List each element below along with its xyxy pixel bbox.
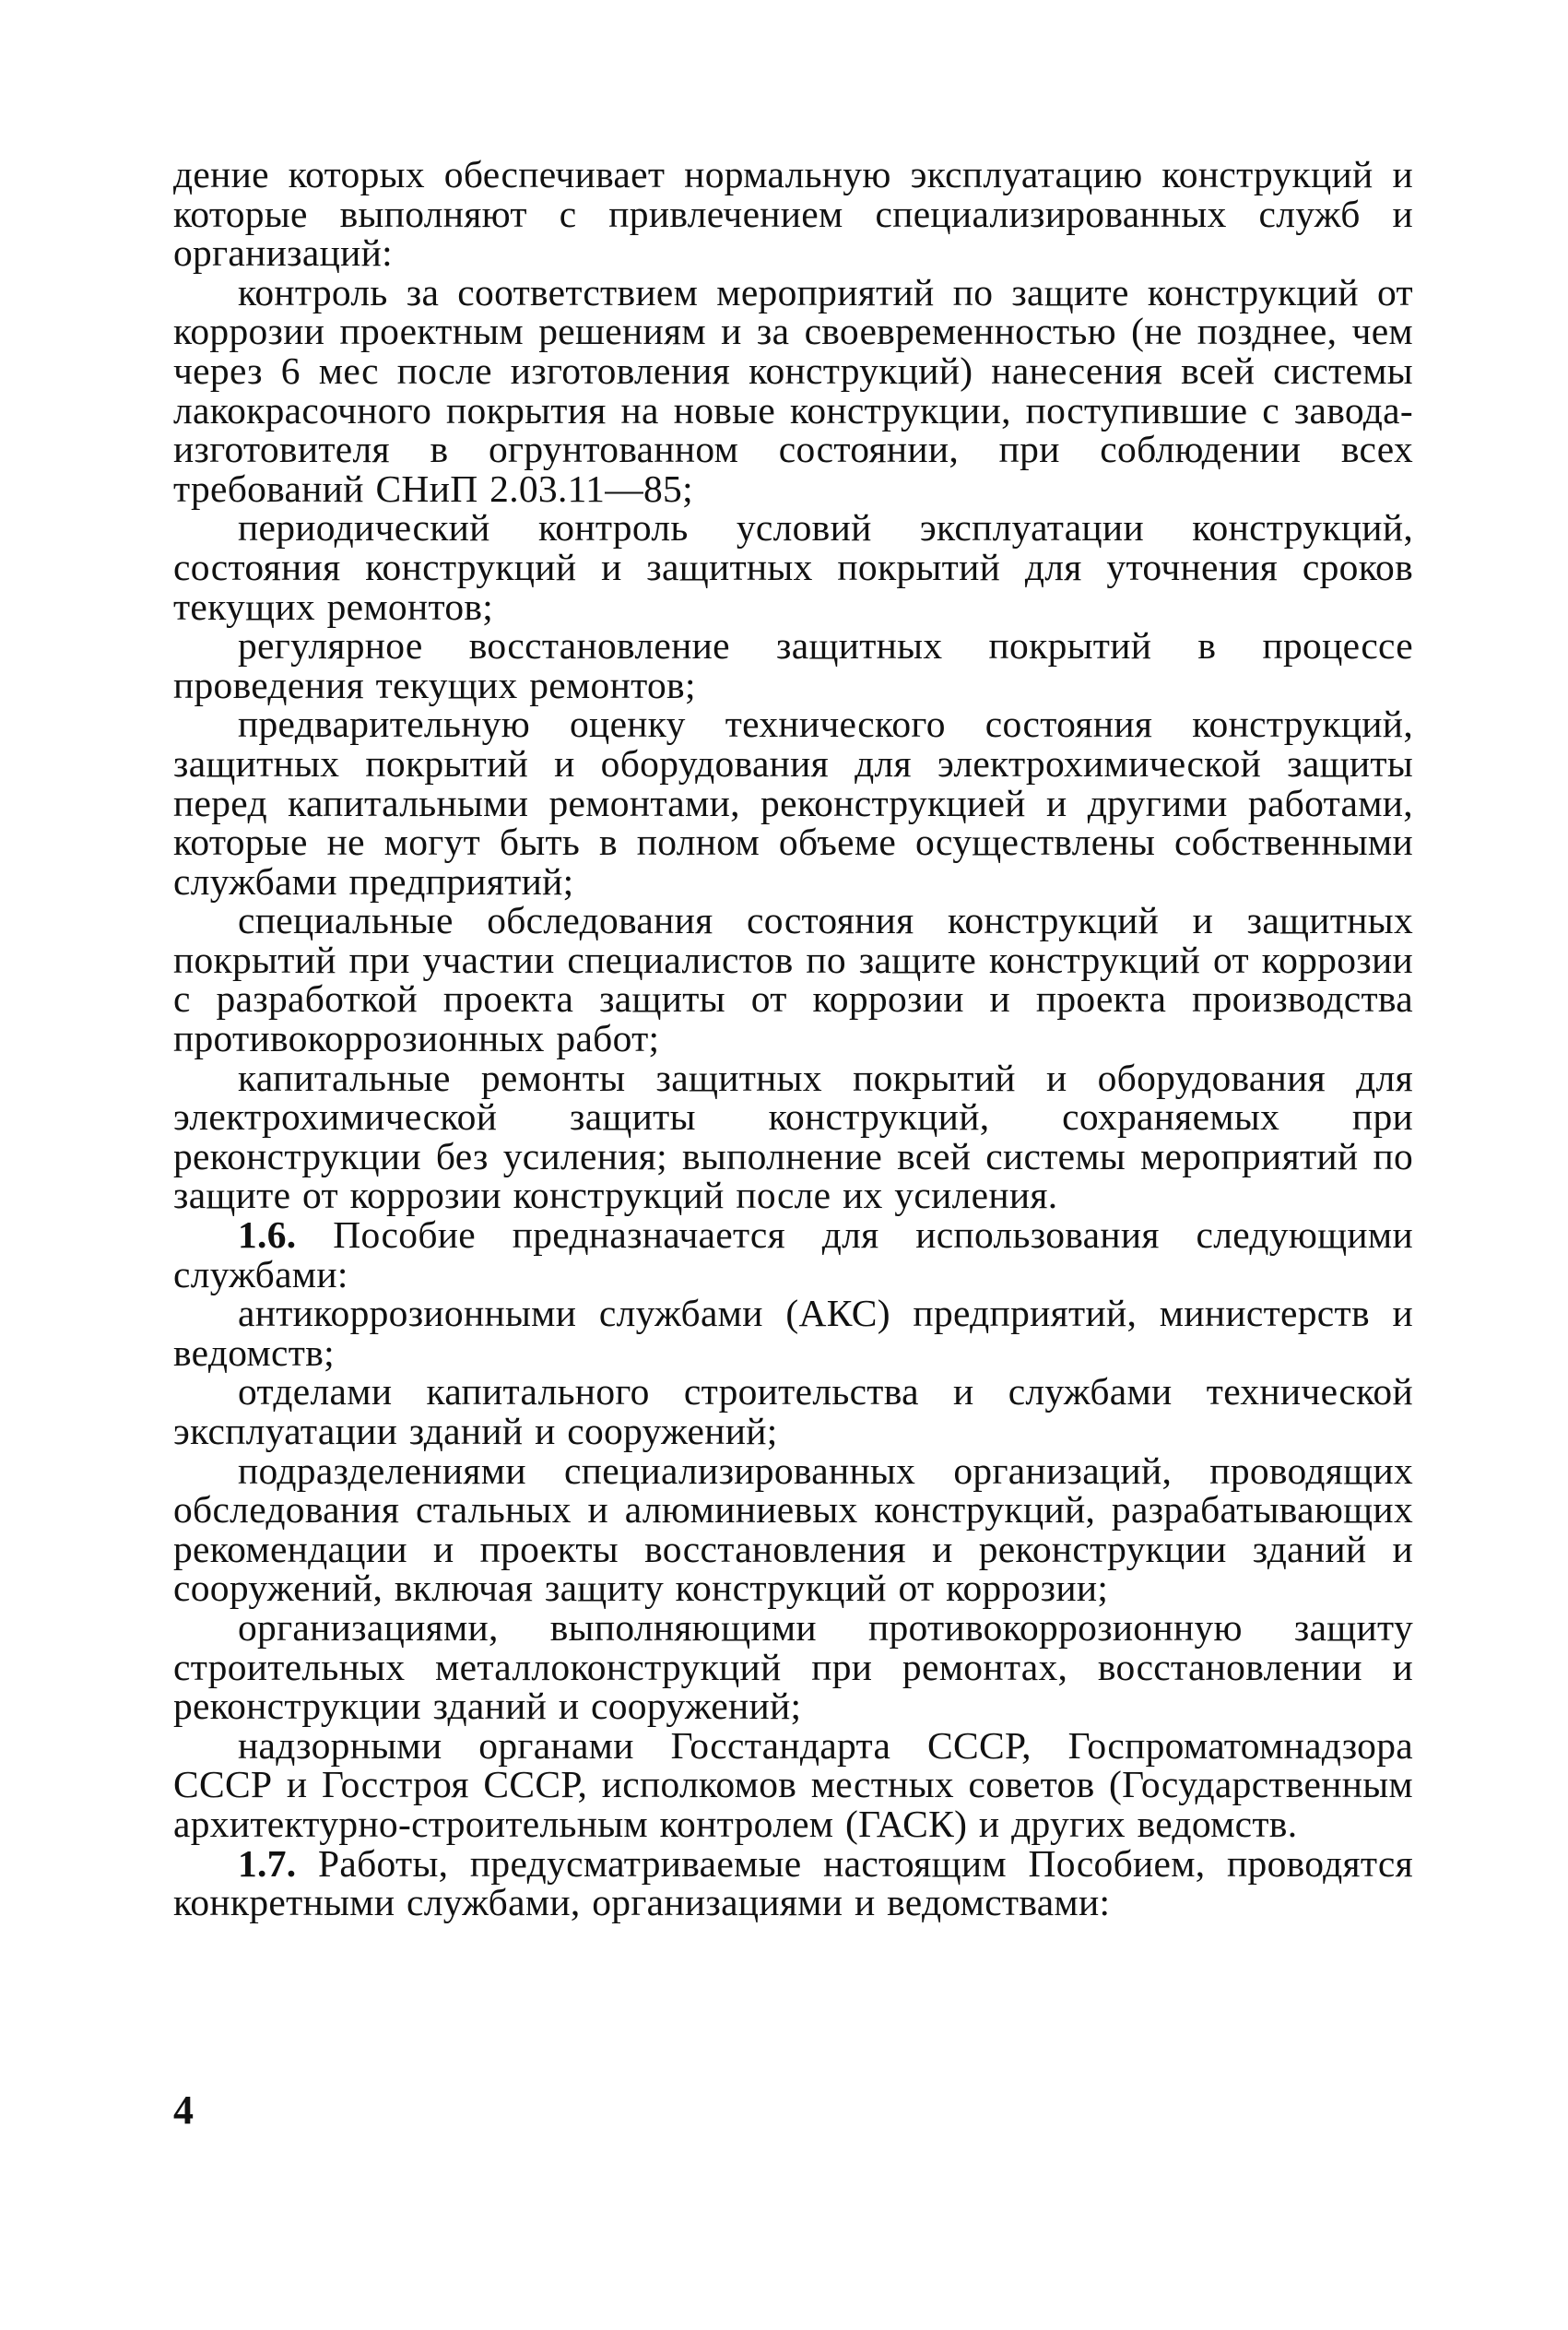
paragraph-item [173,901,1413,1058]
paragraph-item [173,1723,1413,1845]
paragraph-text: специальные обследования состояния конструкций и защитных покрытий при участии специалистов по защите конструкций от коррозии с разработкой проекта защиты от коррозии и проекта производства противокоррозионных работ; [173,899,1413,1060]
section-1-7 [173,1841,1413,1924]
section-1-6 [173,1215,1413,1294]
paragraph-text: надзорными органами Госстандарта СССР, Госпроматомнадзора СССР и Госстроя СССР, исполкомов местных советов (Государственным архитектурно-строительным контролем (ГАСК) и других ведомств. [173,1723,1413,1845]
paragraph-item [173,1451,1413,1608]
paragraph-text: дение которых обеспечивает нормальную эксплуатацию конструкций и которые выполняют с привлечением специализированных служб и организаций: [173,153,1413,275]
paragraph-item [173,626,1413,704]
paragraph-text: организациями, выполняющими противокоррозионную защиту строительных металлоконструкций при ремонтах, восстановлении и реконструкции зданий и сооружений; [173,1605,1413,1728]
paragraph-text: подразделениями специализированных организаций, проводящих обследования стальных и алюминиевых конструкций, разрабатывающих рекомендации и проекты восстановления и реконструкции зданий и сооружений, включая защиту конструкций от коррозии; [173,1449,1413,1610]
paragraph-text: Пособие предназначается для использования следующими службами: [173,1213,1413,1295]
paragraph-item [173,1294,1413,1372]
paragraph-item [173,704,1413,901]
paragraph-text: предварительную оценку технического состояния конструкций, защитных покрытий и оборудования для электрохимической защиты перед капитальными ремонтами, реконструкцией и другими работами, которые не могут быть в полном объеме осуществлены собственными службами предприятий; [173,703,1413,903]
paragraph-text: капитальные ремонты защитных покрытий и оборудования для электрохимической защиты конструкций, сохраняемых при реконструкции без усиления; выполнение всей системы мероприятий по защите от коррозии конструкций после их усиления. [173,1056,1413,1217]
page-body [173,155,1413,1922]
paragraph-intro [173,155,1413,273]
paragraph-text: контроль за соответствием мероприятий по защите конструкций от коррозии проектным решениям и за своевременностью (не позднее, чем через 6 мес после изготовления конструкций) нанесения всей системы лакокрасочного покрытия на новые конструкции, поступившие с завода-изготовителя в огрунтованном состоянии, при соблюдении всех требований СНиП 2.03.11—85; [173,270,1413,510]
paragraph-text: Работы, предусматриваемые настоящим Пособием, проводятся конкретными службами, организациями и ведомствами: [173,1841,1413,1924]
paragraph-item [173,270,1413,510]
section-number: 1.6. [238,1213,297,1257]
section-number: 1.7. [238,1841,297,1885]
paragraph-item [173,1605,1413,1728]
paragraph-text: антикоррозионными службами (АКС) предприятий, министерств и ведомств; [173,1292,1413,1374]
page-number: 4 [173,2088,194,2133]
paragraph-text: регулярное восстановление защитных покрытий в процессе проведения текущих ремонтов; [173,624,1413,706]
paragraph-item [173,1056,1413,1217]
paragraph-item [173,508,1413,626]
paragraph-text: периодический контроль условий эксплуатации конструкций, состояния конструкций и защитных покрытий для уточнения сроков текущих ремонтов; [173,506,1413,628]
paragraph-item [173,1372,1413,1450]
paragraph-text: отделами капитального строительства и службами технической эксплуатации зданий и сооружений; [173,1370,1413,1452]
